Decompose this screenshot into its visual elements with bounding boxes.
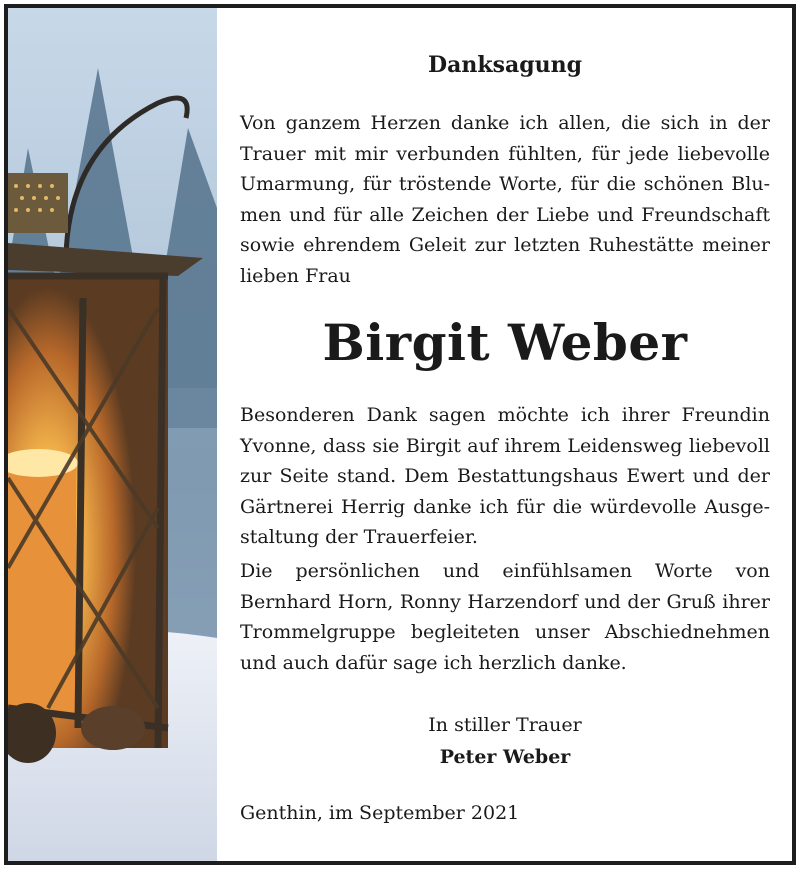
thanks-paragraph-2: Die persönlichen und einfühlsamen Worte von Bernhard Horn, Ronny Harzendorf und der Gruß ihrer Trommelgruppe begleiteten unser Abschiednehmen und auch dafür sage ich herzlich danke. [240, 560, 770, 674]
intro-paragraph: Von ganzem Herzen danke ich allen, die sich in der Trauer mit mir verbunden fühlten, für jede liebevolle Umarmung, für tröstende Worte, für die schönen Blumen und für alle Zeichen der Liebe und Freundschaft sowie ehrendem Geleit zur letzten Ruhestätte meiner lieben Frau [240, 112, 770, 287]
thanks-paragraph: Besonderen Dank sagen möchte ich ihrer Freundin Yvonne, dass sie Birgit auf ihrem Leidensweg liebevoll zur Seite stand. Dem Bestattungshaus Ewert und der Gärtnerei Herrig danke ich für die würdevolle Ausgestaltung der Trauerfeier. [240, 404, 770, 548]
notice-text-column [240, 8, 770, 861]
signer-name: Peter Weber [439, 746, 571, 768]
closing-line: In stiller Trauer [428, 714, 582, 736]
obituary-notice [4, 4, 796, 865]
lantern-photo [8, 8, 217, 861]
place-date: Genthin, im September 2021 [240, 802, 520, 824]
notice-heading: Danksagung [428, 52, 582, 78]
deceased-name: Birgit Weber [322, 313, 688, 372]
